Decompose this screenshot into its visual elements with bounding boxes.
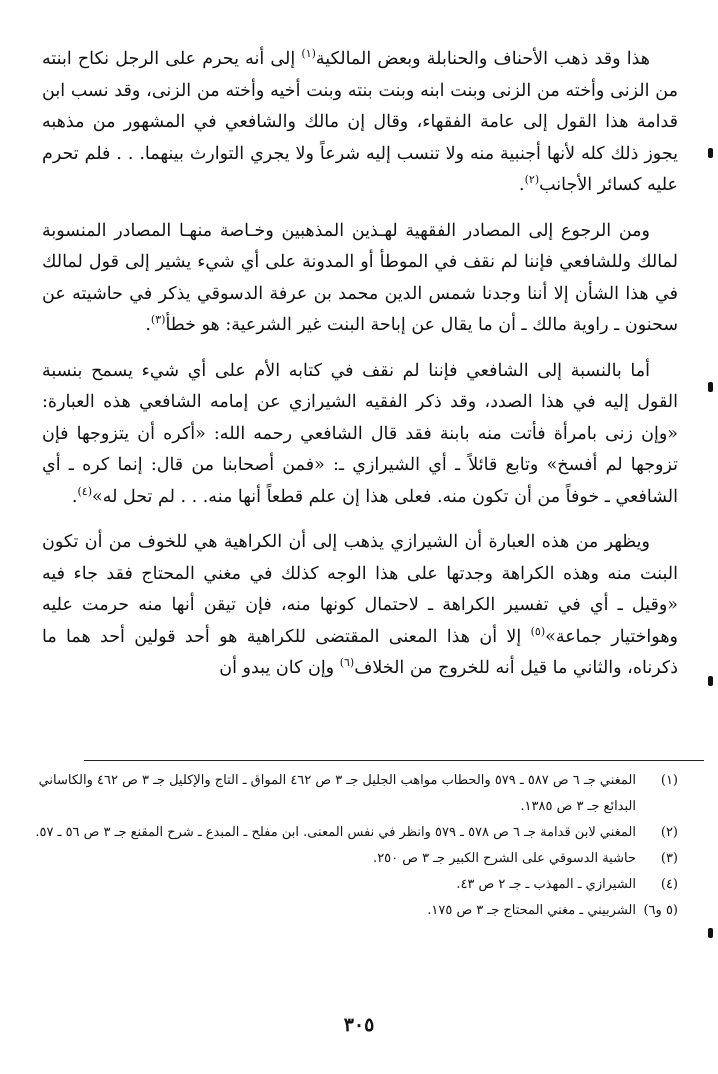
paragraph xyxy=(42,216,678,342)
footnote-text: المغني جـ ٦ ص ٥٨٧ ـ ٥٧٩ والحطاب مواهب الجليل جـ ٣ ص ٤٦٢ المواق ـ التاج والإكليل جـ ٣ ص ٤٦٢ والكاساني البدائع جـ ٣ ص ١٣٨٥. xyxy=(38,773,636,814)
paragraph-text: ويظهر من هذه العبارة أن الشيرازي يذهب إلى أن الكراهية هي للخوف من أن تكون البنت منه وهذه الكراهة وجدتها على هذا الوجه كذلك في مغني المحتاج فقد جاء فيه «وقيل ـ أي في تفسير الكراهة ـ لاحتمال كونها منه، فإن تيقن أنها منه حرمت عليه وهواختيار جماعة» xyxy=(42,532,679,647)
paragraph-text: . xyxy=(71,486,78,507)
footnote-ref: (٣) xyxy=(150,313,166,327)
paragraph-text: وإن كان يبدو أن xyxy=(219,658,340,678)
body-text xyxy=(42,44,678,699)
paragraph-text: هذا وقد ذهب الأحناف والحنابلة وبعض المالكية xyxy=(315,49,650,69)
paragraph xyxy=(42,527,678,685)
paragraph-text: . xyxy=(145,315,151,335)
margin-mark xyxy=(708,676,713,686)
footnote-label: (٤) xyxy=(660,877,678,892)
footnote-label: (١) xyxy=(660,773,678,788)
footnote xyxy=(30,872,678,898)
paragraph-text: إلى أنه يحرم على الرجل نكاح ابنته من الزنى وأخته من الزنى وبنت ابنه وبنت بنته وبنت أخيه وأخته من الزنى، وقد نسب ابن قدامة هذا القول إلى عامة الفقهاء، وقال إن مالك والشافعي في المشهور من مذهبه يجوز ذلك كله لأنها أجنبية منه ولا تنسب إليه شرعاً ولا يجري التوارث بينهما. . . فلم تحرم عليه كسائر الأجانب xyxy=(42,49,678,195)
footnote-text: الشيرازي ـ المهذب ـ جـ ٢ ص ٤٣. xyxy=(456,877,636,892)
footnote-ref: (٦) xyxy=(339,656,355,670)
paragraph-text: ومن الرجوع إلى المصادر الفقهية لهـذين المذهبين وخـاصة منهـا المصادر المنسوبة لمالك وللشافعي فإننا لم نقف في الموطأ أو المدونة على أي شيء يشير إلى قول لمالك في هذا الشأن إلا أننا وجدنا شمس الدين محمد بن عرفة الدسوقي يذكر في حاشيته عن سحنون ـ راوية مالك ـ أن ما يقال عن إباحة البنت غير الشرعية: هو خطأ xyxy=(42,220,678,335)
paragraph-text: إلا أن هذا المعنى المقتضى للكراهية هو أحد قولين أحد هما ما ذكرناه، والثاني ما قيل أنه للخروج من الخلاف xyxy=(42,626,678,678)
footnote-ref: (١) xyxy=(301,47,316,61)
paragraph-text: . xyxy=(519,175,525,195)
paragraph xyxy=(42,44,678,202)
footnotes xyxy=(30,768,678,924)
footnote-ref: (٥) xyxy=(530,624,546,638)
paragraph-text: أما بالنسبة إلى الشافعي فإننا لم نقف في كتابه الأم على أي شيء يسمح بنسبة القول إليه في هذا الصدد، وقد ذكر الفقيه الشيرازي عن إمامه الشافعي هذه العبارة: «وإن زنى بامرأة فأتت منه بابنة فقد قال الشافعي رحمه الله: «أكره أن يتزوجها فإن تزوجها لم أفسخ» وتابع قائلاً ـ أي الشيرازي ـ: «فمن أصحابنا من قال: إنما كره ـ أي الشافعي ـ خوفاً من أن تكون منه. فعلى هذا إن علم قطعاً أنها منه. . . لم تحل له» xyxy=(42,360,678,507)
footnote-ref: (٢) xyxy=(524,173,540,187)
footnote xyxy=(30,768,678,820)
page-number: ٣٠٥ xyxy=(343,1014,375,1036)
footnote-text: الشربيني ـ مغني المحتاج جـ ٣ ص ١٧٥. xyxy=(427,903,636,918)
footnote-label: (٣) xyxy=(660,851,678,866)
footnote-label: (٢) xyxy=(660,825,678,840)
margin-mark xyxy=(708,928,713,938)
margin-mark xyxy=(708,148,713,158)
paragraph xyxy=(42,356,678,514)
margin-mark xyxy=(708,382,713,392)
footnote-divider xyxy=(84,760,704,761)
footnote-ref: (٤) xyxy=(77,484,92,498)
footnote xyxy=(30,898,678,924)
footnote xyxy=(30,820,678,846)
footnote xyxy=(30,846,678,872)
footnote-text: حاشية الدسوقي على الشرح الكبير جـ ٣ ص ٢٥٠. xyxy=(373,851,636,866)
footnote-label: (٥ و٦) xyxy=(643,903,678,918)
footnote-text: المغني لابن قدامة جـ ٦ ص ٥٧٨ ـ ٥٧٩ وانظر في نفس المعنى. ابن مفلح ـ المبدع ـ شرح المقنع جـ ٣ ص ٥٦ ـ ٥٧. xyxy=(35,825,636,840)
